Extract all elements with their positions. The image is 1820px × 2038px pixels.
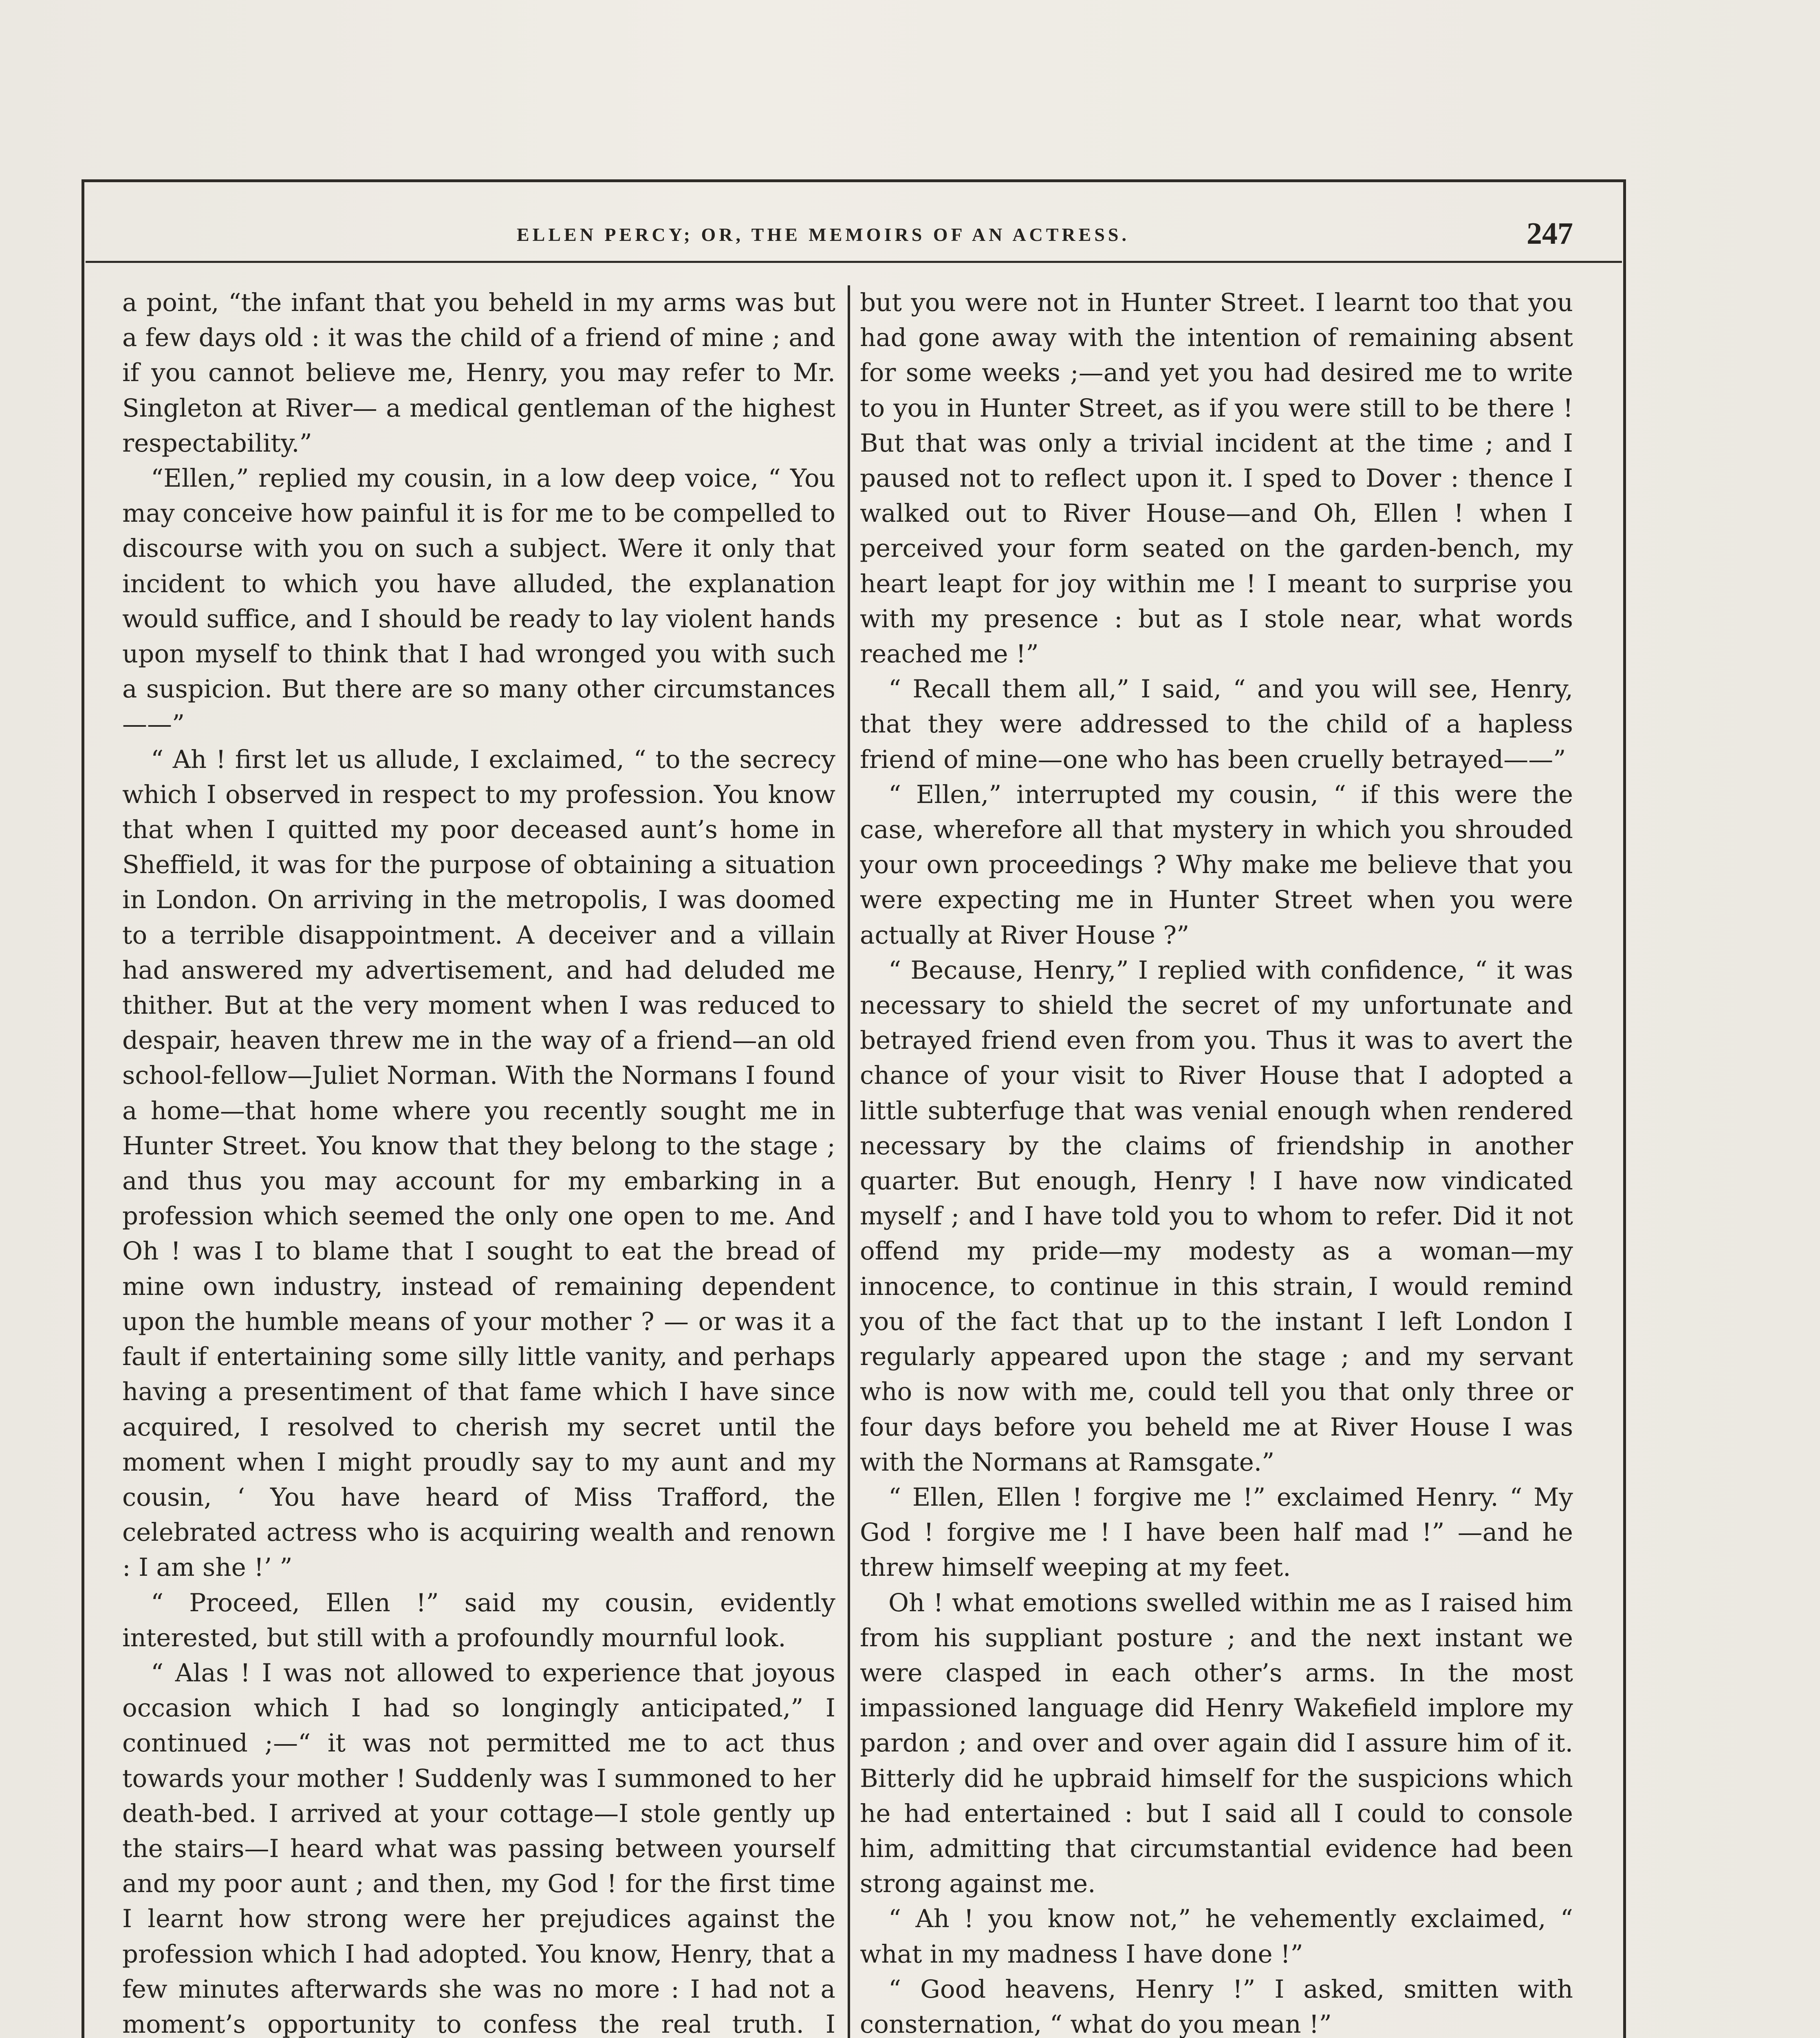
paragraph: “ Ellen,” interrupted my cousin, “ if this were the case, wherefore all that mystery in which you shrouded your own proceedings ? Why make me believe that you were expecting me in Hunter Street when you were actually at River House ?” xyxy=(860,780,1573,950)
paragraph: “ Proceed, Ellen !” said my cousin, evidently interested, but still with a profoundly mournful look. xyxy=(122,1588,835,1652)
paragraph: but you were not in Hunter Street. I learnt too that you had gone away with the intention of remaining absent for some weeks ;—and yet you had desired me to write to you in Hunter Street, as if you were still to be there ! But that was only a trivial incident at the time ; and I paused not to reflect upon it. I sped to Dover : thence I walked out to River House—and Oh, Ellen ! when I perceived your form seated on the garden-bench, my heart leapt for joy within me ! I meant to surprise you with my presence : but as I stole near, what words reached me !” xyxy=(860,288,1573,669)
paragraph: a point, “the infant that you beheld in my arms was but a few days old : it was the child of a friend of mine ; and if you cannot believe me, Henry, you may refer to Mr. Singleton at River— a medical gentleman of the highest respectability.” xyxy=(122,288,835,458)
paragraph: “Ellen,” replied my cousin, in a low deep voice, “ You may conceive how painful it is for me to be compelled to discourse with you on such a subject. Were it only that incident to which you have alluded, the explanation would suffice, and I should be ready to lay violent hands upon myself to think that I had wronged you with such a suspicion. But there are so many other circumstances——” xyxy=(122,464,835,739)
running-title: ELLEN PERCY; OR, THE MEMOIRS OF AN ACTRESS. xyxy=(516,224,1130,245)
right-column xyxy=(860,285,1573,2038)
page-number: 247 xyxy=(1527,216,1573,251)
paragraph: “ Ellen, Ellen ! forgive me !” exclaimed Henry. “ My God ! forgive me ! I have been half mad !” —and he threw himself weeping at my feet. xyxy=(860,1482,1573,1582)
page-header xyxy=(90,212,1573,257)
paragraph: “ Because, Henry,” I replied with confidence, “ it was necessary to shield the secret of my unfortunate and betrayed friend even from you. Thus it was to avert the chance of your visit to River House that I adopted a little subterfuge that was venial enough when rendered necessary by the claims of friendship in another quarter. But enough, Henry ! I have now vindicated myself ; and I have told you to whom to refer. Did it not offend my pride—my modesty as a woman—my innocence, to continue in this strain, I would remind you of the fact that up to the instant I left London I regularly appeared upon the stage ; and my servant who is now with me, could tell you that only three or four days before you beheld me at River House I was with the Normans at Ramsgate.” xyxy=(860,955,1573,1477)
header-rule xyxy=(86,261,1622,263)
paragraph: “ Ah ! you know not,” he vehemently exclaimed, “ what in my madness I have done !” xyxy=(860,1904,1573,1969)
paragraph: “ Good heavens, Henry !” I asked, smitten with consternation, “ what do you mean !” xyxy=(860,1974,1573,2038)
paragraph: “ Recall them all,” I said, “ and you will see, Henry, that they were addressed to the child of a hapless friend of mine—one who has been cruelly betrayed——” xyxy=(860,675,1573,774)
left-column xyxy=(122,285,835,2038)
paragraph: “ Ah ! first let us allude, I exclaimed, “ to the secrecy which I observed in respect to my profession. You know that when I quitted my poor deceased aunt’s home in Sheffield, it was for the purpose of obtaining a situation in London. On arriving in the metropolis, I was doomed to a terrible disappointment. A deceiver and a villain had answered my advertisement, and had deluded me thither. But at the very moment when I was reduced to despair, heaven threw me in the way of a friend—an old school-fellow—Juliet Norman. With the Normans I found a home—that home where you recently sought me in Hunter Street. You know that they belong to the stage ; and thus you may account for my embarking in a profession which seemed the only one open to me. And Oh ! was I to blame that I sought to eat the bread of mine own industry, instead of remaining dependent upon the humble means of your mother ? — or was it a fault if entertaining some silly little vanity, and perhaps having a presentiment of that fame which I have since acquired, I resolved to cherish my secret until the moment when I might proudly say to my aunt and my cousin, ‘ You have heard of Miss Trafford, the celebrated actress who is acquiring wealth and renown : I am she !’ ” xyxy=(122,745,835,1582)
column-divider xyxy=(848,285,850,2038)
paragraph: “ Alas ! I was not allowed to experience that joyous occasion which I had so longingly anticipated,” I continued ;—“ it was not permitted me to act thus towards your mother ! Suddenly was I summoned to her death-bed. I arrived at your cottage—I stole gently up the stairs—I heard what was passing between yourself and my poor aunt ; and then, my God ! for the first time I learnt how strong were her prejudices against the profession which I had adopted. You know, Henry, that a few minutes afterwards she was no more : I had not a moment’s opportunity to confess the real truth. I xyxy=(122,1658,835,2038)
paragraph: Oh ! what emotions swelled within me as I raised him from his suppliant posture ; and the next instant we were clasped in each other’s arms. In the most impassioned language did Henry Wakefield implore my pardon ; and over and over again did I assure him of it. Bitterly did he upbraid himself for the suspicions which he had entertained : but I said all I could to console him, admitting that circumstantial evidence had been strong against me. xyxy=(860,1588,1573,1899)
